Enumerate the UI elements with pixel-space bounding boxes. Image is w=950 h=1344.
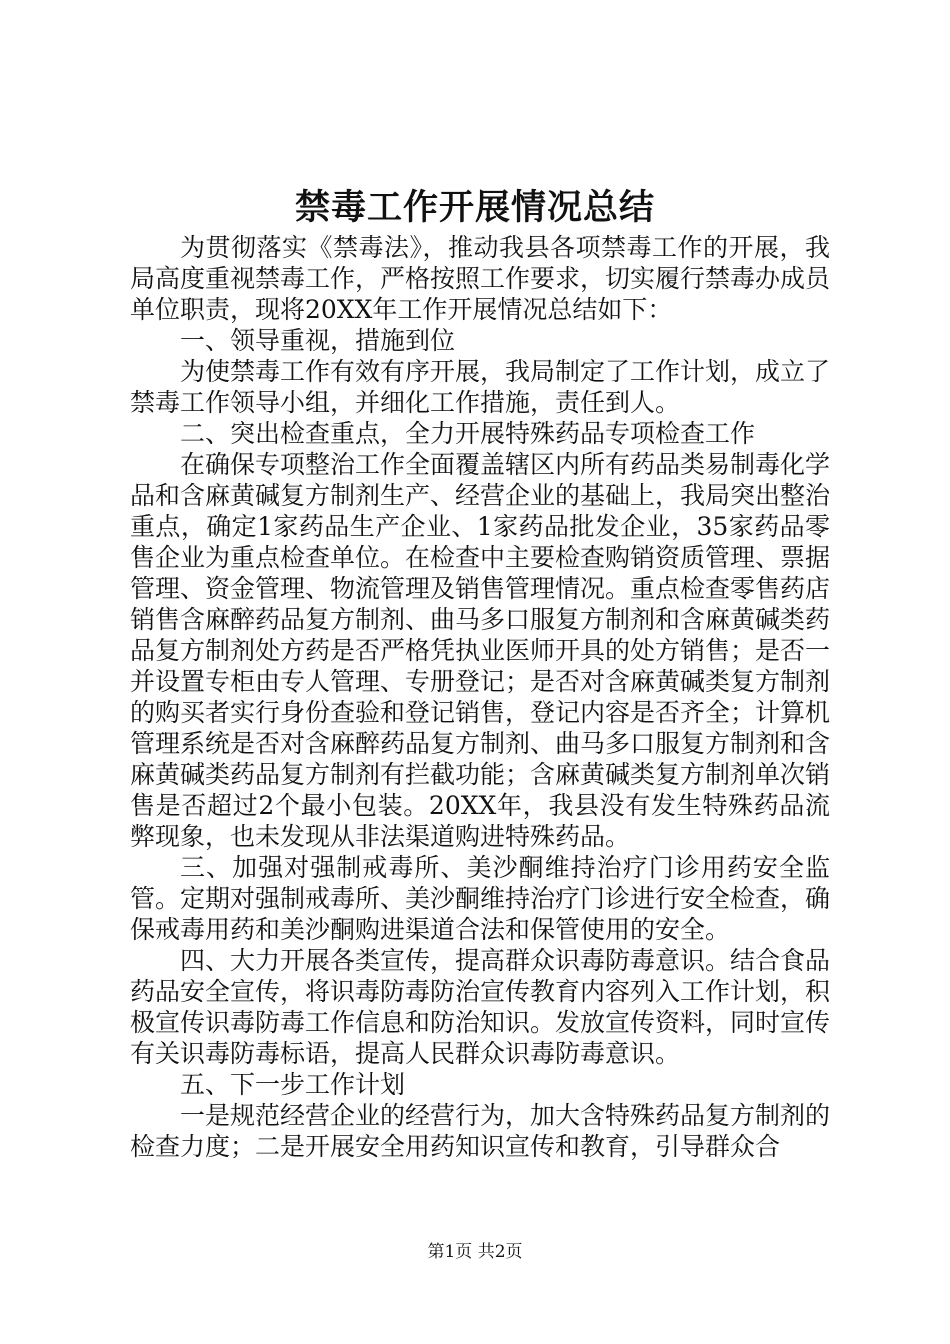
- section-heading-5: 五、下一步工作计划: [180, 1070, 406, 1099]
- section-heading-2: 二、突出检查重点，全力开展特殊药品专项检查工作: [180, 419, 756, 448]
- section-5-paragraph: 一是规范经营企业的经营行为，加大含特殊药品复方制剂的检查力度；二是开展安全用药知识宣传和教育，引导群众合: [130, 1101, 831, 1161]
- document-body: [130, 232, 830, 1162]
- section-1-paragraph: 为使禁毒工作有效有序开展，我局制定了工作计划，成立了禁毒工作领导小组，并细化工作措施，责任到人。: [130, 357, 831, 417]
- document-title: 禁毒工作开展情况总结: [294, 187, 655, 228]
- section-3-paragraph: 三、加强对强制戒毒所、美沙酮维持治疗门诊用药安全监管。定期对强制戒毒所、美沙酮维持治疗门诊进行安全检查，确保戒毒用药和美沙酮购进渠道合法和保管使用的安全。: [130, 853, 831, 944]
- page-footer: 第1页 共2页: [427, 1242, 523, 1262]
- intro-paragraph: 为贯彻落实《禁毒法》，推动我县各项禁毒工作的开展，我局高度重视禁毒工作，严格按照工作要求，切实履行禁毒办成员单位职责，现将20XX年工作开展情况总结如下：: [130, 233, 831, 324]
- section-heading-1: 一、领导重视，措施到位: [180, 326, 456, 355]
- section-4-paragraph: 四、大力开展各类宣传，提高群众识毒防毒意识。结合食品药品安全宣传，将识毒防毒防治宣传教育内容列入工作计划，积极宣传识毒防毒工作信息和防治知识。发放宣传资料，同时宣传有关识毒防毒标语，提高人民群众识毒防毒意识。: [130, 946, 831, 1068]
- section-2-paragraph: 在确保专项整治工作全面覆盖辖区内所有药品类易制毒化学品和含麻黄碱复方制剂生产、经营企业的基础上，我局突出整治重点，确定1家药品生产企业、1家药品批发企业，35家药品零售企业为重点检查单位。在检查中主要检查购销资质管理、票据管理、资金管理、物流管理及销售管理情况。重点检查零售药店销售含麻醉药品复方制剂、曲马多口服复方制剂和含麻黄碱类药品复方制剂处方药是否严格凭执业医师开具的处方销售；是否一并设置专柜由专人管理、专册登记；是否对含麻黄碱类复方制剂的购买者实行身份查验和登记销售，登记内容是否齐全；计算机管理系统是否对含麻醉药品复方制剂、曲马多口服复方制剂和含麻黄碱类药品复方制剂有拦截功能；含麻黄碱类复方制剂单次销售是否超过2个最小包装。20XX年，我县没有发生特殊药品流弊现象，也未发现从非法渠道购进特殊药品。: [130, 450, 831, 851]
